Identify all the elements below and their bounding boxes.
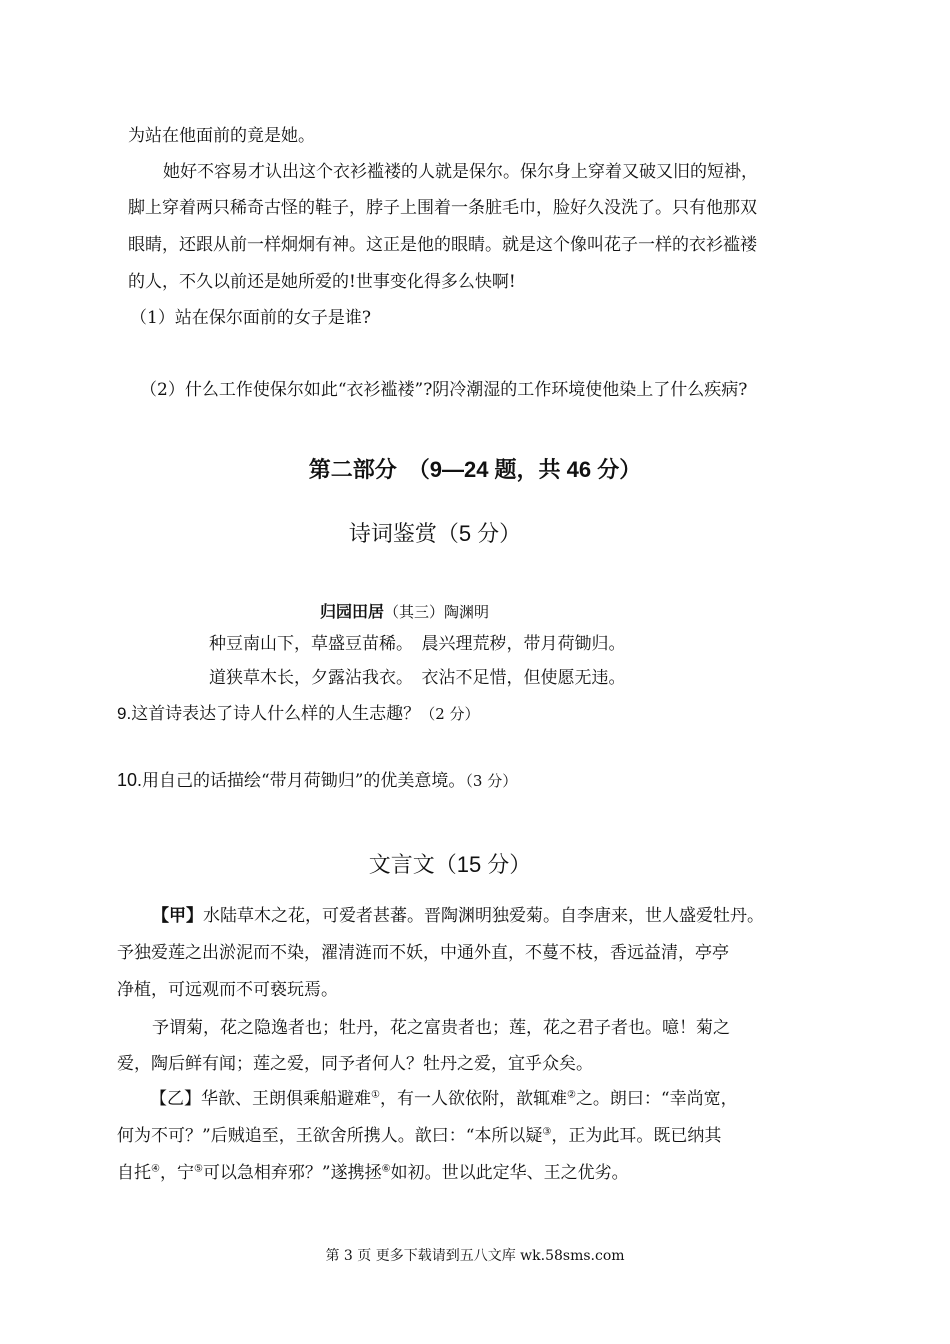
passage-line — [117, 1161, 629, 1185]
footnote-marker: ① — [371, 1089, 380, 1101]
passage-text: 之。朗曰：“幸尚宽， — [575, 1089, 738, 1109]
question-number: 10. — [117, 770, 143, 790]
footnote-marker: ⑥ — [381, 1163, 391, 1175]
footnote-marker: ④ — [151, 1163, 160, 1175]
passage-label-yi: 【乙】 — [150, 1089, 201, 1109]
poem-title: 归园田居 — [320, 604, 385, 621]
passage-text: 自托 — [117, 1163, 151, 1183]
page-footer: 第 3 页 更多下载请到五八文库 wk.58sms.com — [325, 1248, 625, 1264]
passage-line — [150, 1087, 738, 1111]
footnote-marker: ③ — [542, 1126, 552, 1138]
part-title: 第二部分 （9—24 题，共 46 分） — [308, 457, 642, 482]
question-2: （2）什么工作使保尔如此“衣衫褴褛”?阴冷潮湿的工作环境使他染上了什么疾病? — [140, 380, 748, 400]
question-text: 用自己的话描绘“带月荷锄归”的优美意境。 — [142, 771, 466, 791]
passage-line: 予谓菊，花之隐逸者也；牡丹，花之富贵者也；莲，花之君子者也。噫！菊之 — [152, 1018, 730, 1038]
classical-heading: 文言文（15 分） — [368, 852, 532, 877]
paragraph-line: 的人，不久以前还是她所爱的!世事变化得多么快啊! — [128, 272, 516, 292]
passage-text: 华歆、王朗俱乘船避难 — [201, 1089, 371, 1109]
poetry-heading: 诗词鉴赏（5 分） — [348, 521, 522, 546]
question-10 — [117, 768, 517, 793]
question-1: （1）站在保尔面前的女子是谁? — [130, 308, 371, 328]
paragraph-line: 脚上穿着两只稀奇古怪的鞋子，脖子上围着一条脏毛巾，脸好久没洗了。只有他那双 — [128, 198, 757, 218]
passage-line: 净植，可远观而不可亵玩焉。 — [117, 980, 338, 1000]
passage-label-jia: 【甲】 — [152, 906, 203, 926]
question-score: （2 分） — [420, 705, 480, 723]
passage-text: 如初。世以此定华、王之优劣。 — [390, 1163, 629, 1183]
passage-text: 水陆草木之花，可爱者甚蕃。晋陶渊明独爱菊。自李唐来，世人盛爱牡丹。 — [203, 906, 764, 926]
passage-line — [152, 904, 764, 928]
poem-heading — [320, 600, 489, 625]
passage-line — [117, 1124, 721, 1148]
paragraph-line: 眼睛，还跟从前一样炯炯有神。这正是他的眼睛。就是这个像叫花子一样的衣衫褴褛 — [128, 235, 757, 255]
passage-text: 何为不可？”后贼追至，王欲舍所携人。歆曰：“本所以疑 — [117, 1126, 543, 1146]
question-text: 这首诗表达了诗人什么样的人生志趣？ — [131, 704, 421, 724]
question-9 — [117, 702, 480, 726]
passage-text: ，宁 — [159, 1163, 194, 1183]
footnote-marker: ② — [566, 1089, 576, 1101]
paragraph-line: 为站在他面前的竟是她。 — [128, 126, 315, 146]
passage-line: 爱，陶后鲜有闻；莲之爱，同予者何人？牡丹之爱，宜乎众矣。 — [117, 1054, 593, 1074]
question-number: 9. — [117, 704, 132, 723]
poem-line: 种豆南山下，草盛豆苗稀。 晨兴理荒秽，带月荷锄归。 — [209, 634, 626, 654]
passage-text: ，有一人欲依附，歆辄难 — [379, 1089, 567, 1109]
passage-text: 可以急相弃邪？”遂携拯 — [202, 1163, 382, 1183]
poem-line: 道狭草木长，夕露沾我衣。 衣沾不足惜，但使愿无违。 — [209, 668, 626, 688]
question-score: （3 分） — [465, 772, 518, 790]
passage-line: 予独爱莲之出淤泥而不染，濯清涟而不妖，中通外直，不蔓不枝，香远益清，亭亭 — [117, 943, 729, 963]
poem-author: （其三）陶渊明 — [384, 603, 490, 621]
paragraph-line: 她好不容易才认出这个衣衫褴褛的人就是保尔。保尔身上穿着又破又旧的短褂， — [163, 162, 758, 182]
passage-text: ，正为此耳。既已纳其 — [551, 1126, 722, 1146]
footnote-marker: ⑤ — [193, 1163, 203, 1175]
